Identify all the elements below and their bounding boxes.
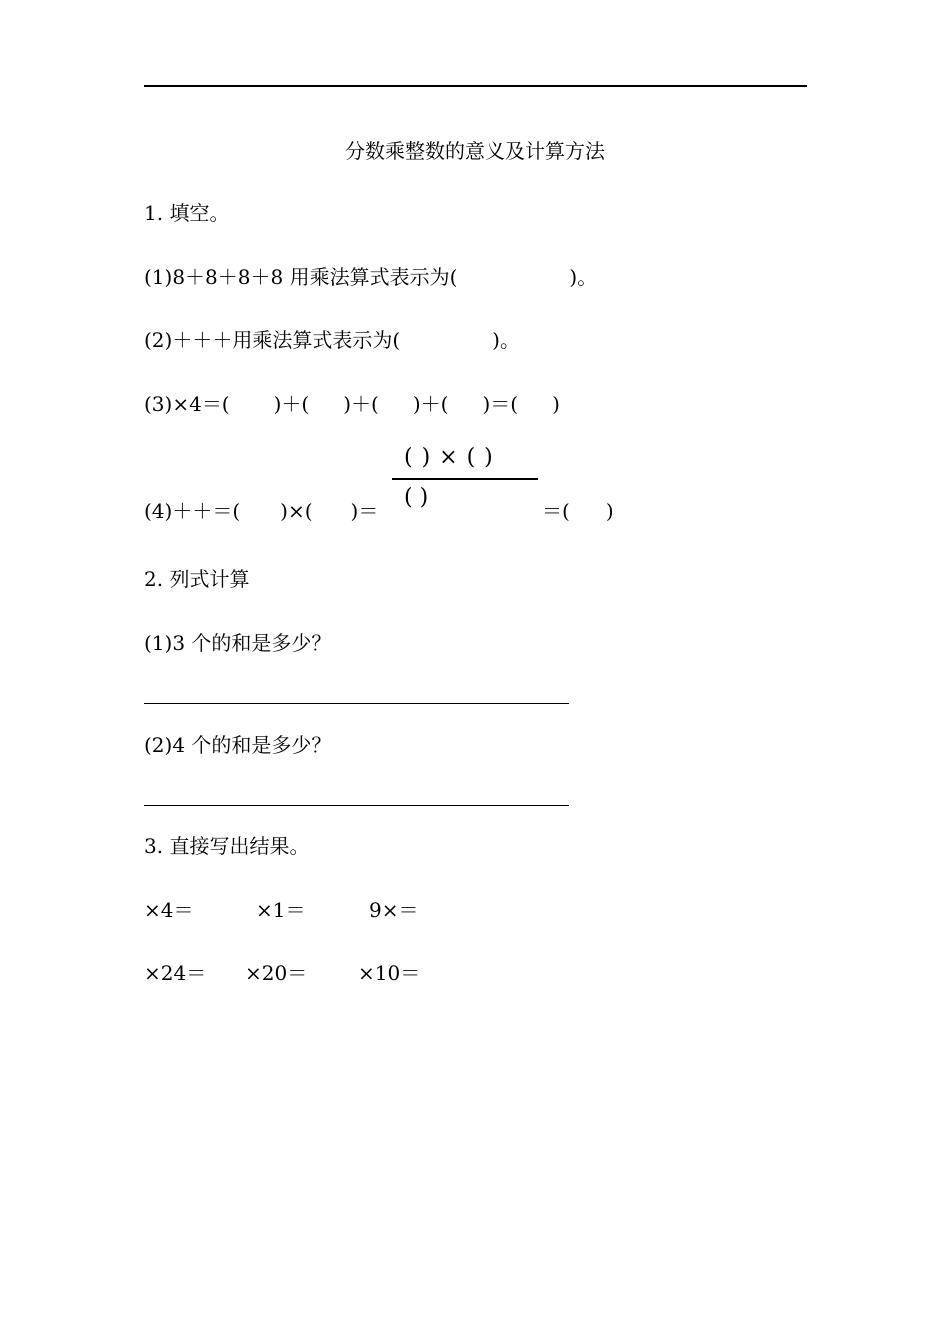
calc-item: ×4＝: [144, 898, 194, 922]
answer-line[interactable]: [144, 805, 569, 806]
question-1-1-prefix: (1)8＋8＋8＋8 用乘法算式表示为(: [144, 265, 458, 289]
question-1-4-tail: [542, 498, 614, 524]
fraction-denominator: ( ): [404, 485, 429, 510]
question-1-4-tail-part: ): [605, 499, 614, 523]
question-1-4: [144, 498, 378, 524]
calc-item: ×10＝: [358, 961, 421, 985]
question-1-3-part: )＋(: [412, 392, 449, 416]
question-1-3-part: )＋(: [273, 392, 310, 416]
fraction-numerator: ( ) × ( ): [404, 445, 494, 470]
question-1-2-prefix: (2)＋＋＋用乘法算式表示为(: [144, 328, 401, 352]
question-1-1-suffix: )。: [569, 265, 598, 289]
section-3-heading: 3. 直接写出结果。: [144, 834, 310, 858]
question-1-3-part: (3)×4＝(: [144, 392, 230, 416]
calc-item: ×24＝: [144, 961, 207, 985]
question-1-4-part: (4)＋＋＝(: [144, 499, 241, 523]
question-2-1: (1)3 个的和是多少？: [144, 631, 332, 655]
fraction: [392, 440, 538, 520]
question-1-4-part: )×(: [280, 499, 313, 523]
question-2-2: (2)4 个的和是多少？: [144, 733, 332, 757]
question-1-4-part: )＝: [350, 499, 379, 523]
page-title: 分数乘整数的意义及计算方法: [345, 139, 605, 163]
question-1-3-part: )＋(: [343, 392, 379, 416]
section-2-heading: 2. 列式计算: [144, 567, 250, 591]
question-1-3-part: ): [552, 392, 560, 416]
question-1-2-suffix: )。: [492, 328, 520, 352]
header-rule: [144, 85, 807, 87]
calc-item: 9×＝: [369, 898, 419, 922]
question-1-3: [144, 391, 560, 417]
question-1-4-tail-part: ＝(: [542, 499, 570, 523]
calc-item: ×1＝: [256, 898, 306, 922]
question-1-2: [144, 327, 520, 353]
fraction-bar: [392, 478, 538, 480]
section-1-heading: 1. 填空。: [144, 201, 230, 225]
question-1-3-part: )＝(: [482, 392, 519, 416]
calc-item: ×20＝: [245, 961, 308, 985]
answer-line[interactable]: [144, 703, 569, 704]
question-1-1: [144, 264, 597, 290]
